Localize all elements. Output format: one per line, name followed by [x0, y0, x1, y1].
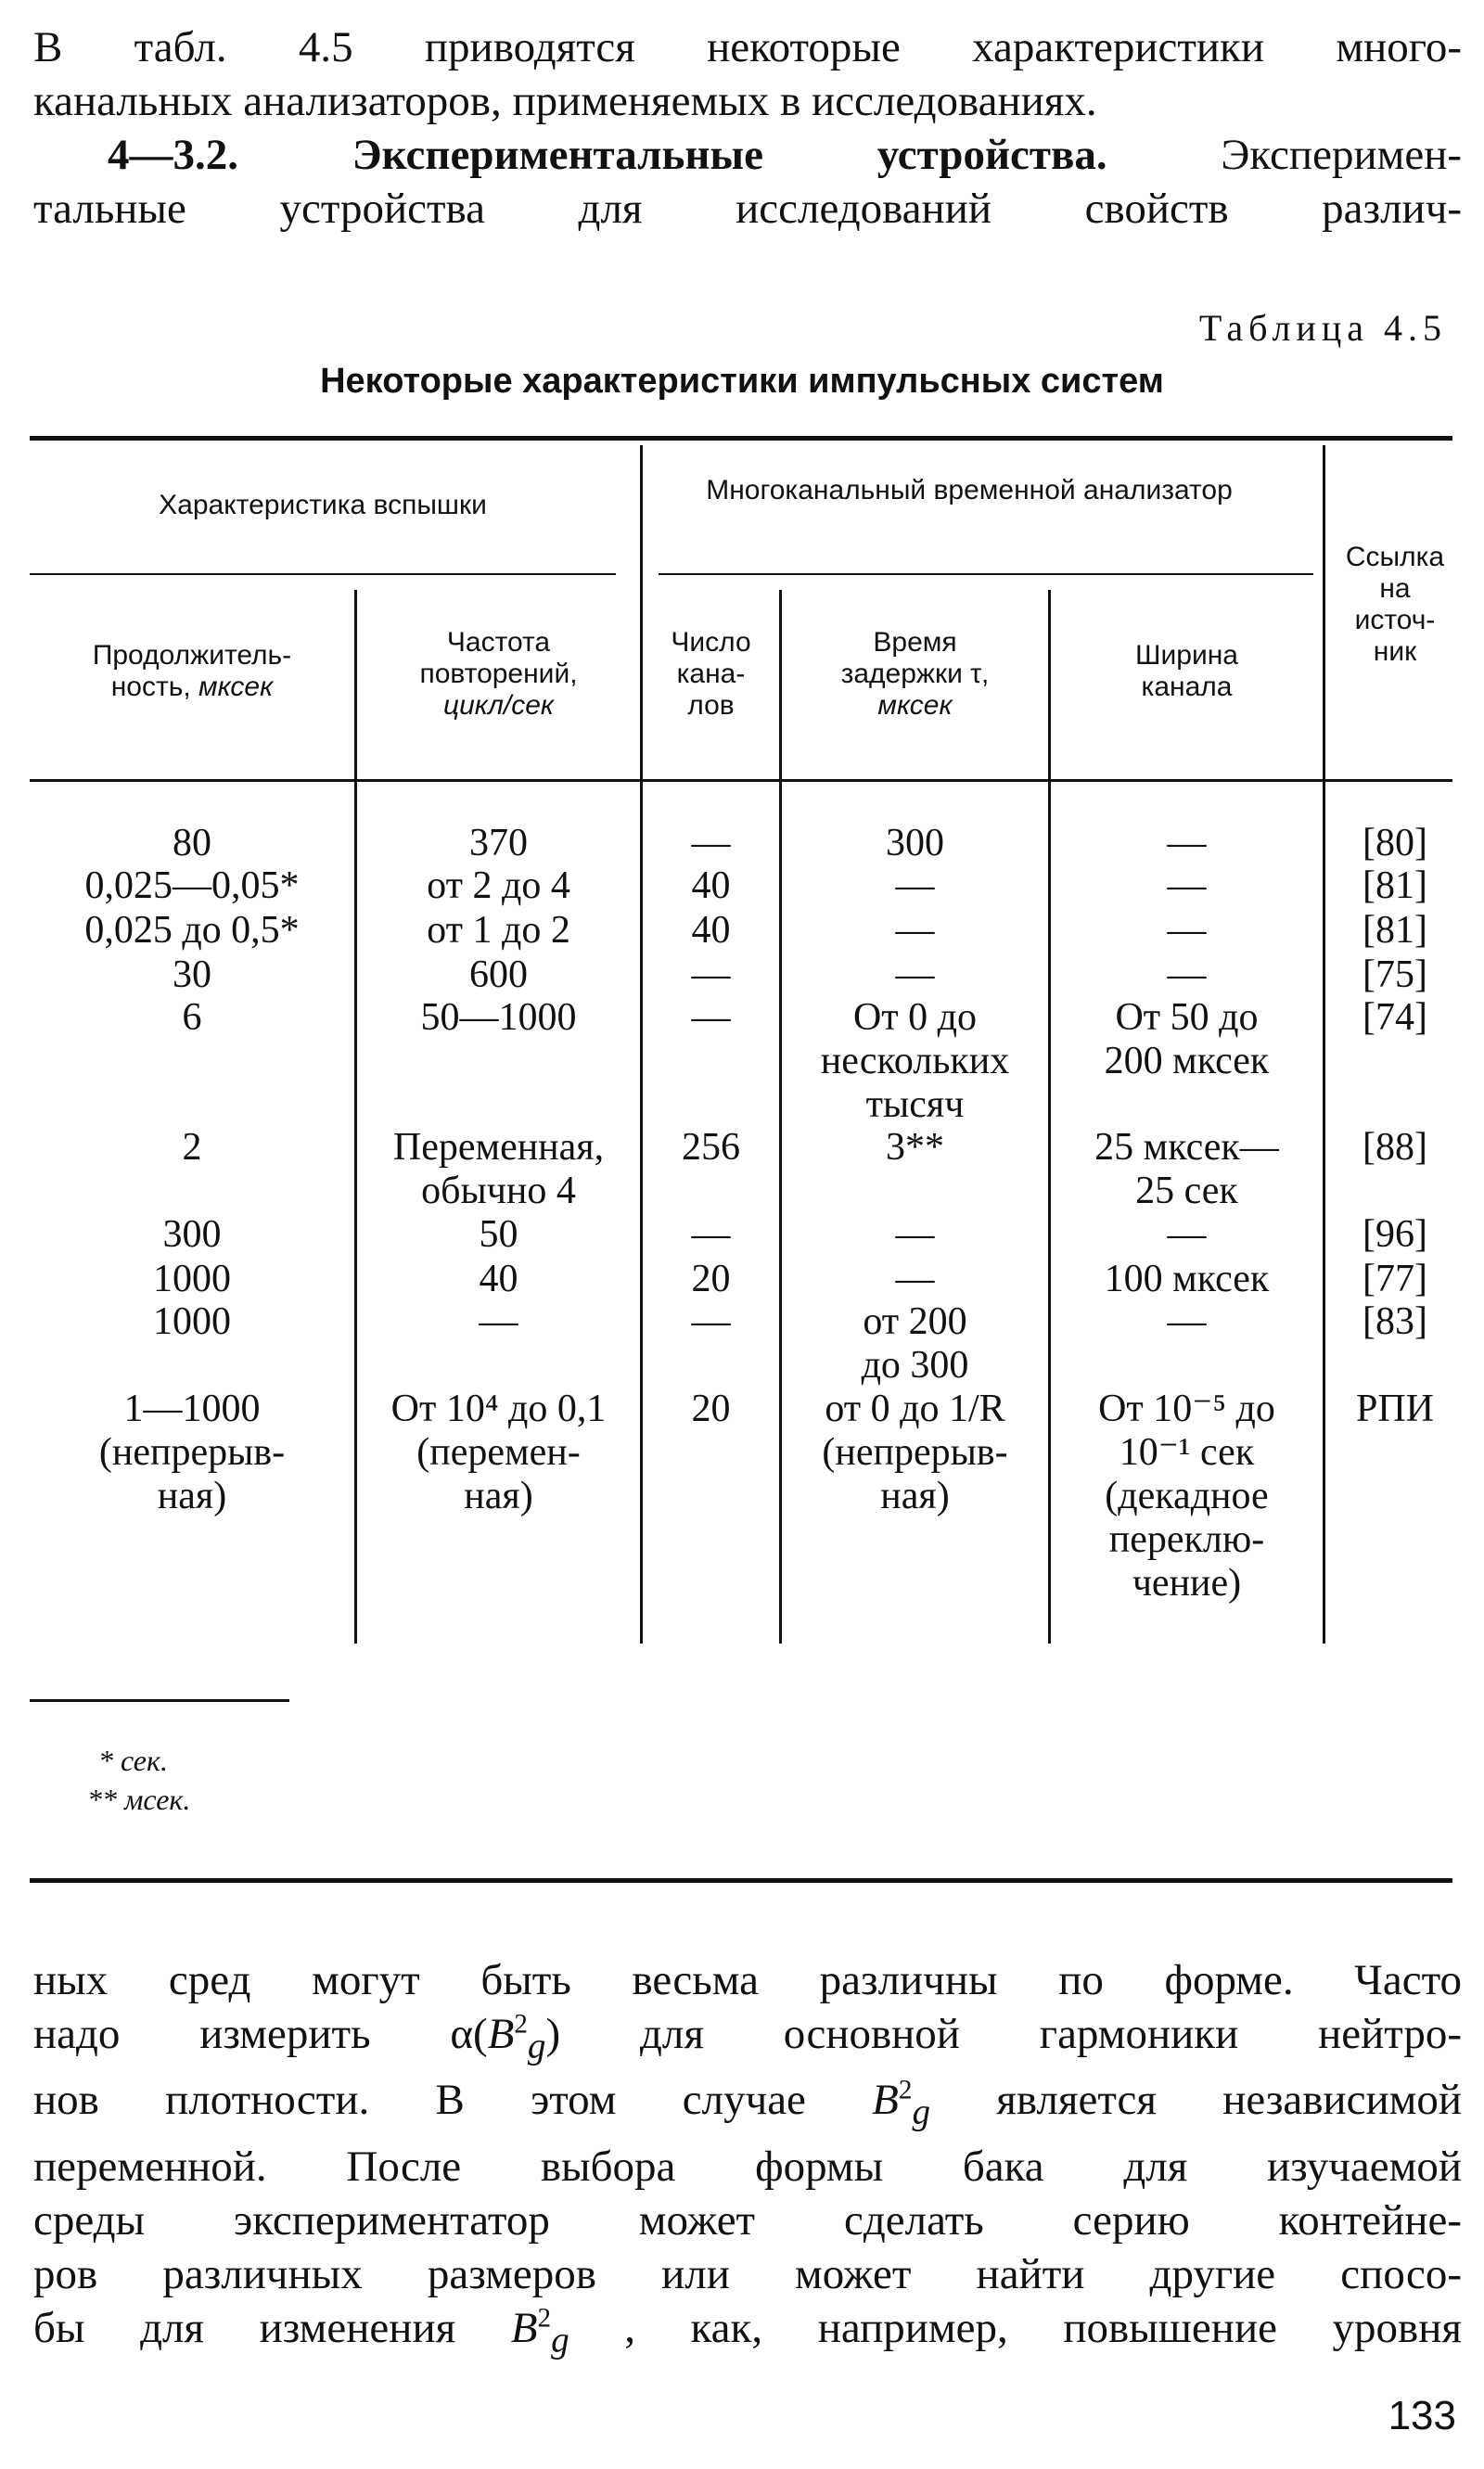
body-line-5: среды экспериментатор может сделать серию контейне-	[33, 2195, 1462, 2245]
cell-delay-row-8: —	[895, 1258, 935, 1300]
intro-paragraph	[33, 20, 1462, 236]
cell-frequency-row-8: 40	[479, 1258, 518, 1300]
cell-channels-row-7: —	[691, 1213, 731, 1256]
cell-frequency-row-2: от 2 до 4	[427, 864, 570, 907]
cell-ref-row-1: [80]	[1362, 822, 1427, 864]
cell-ref-row-5: [74]	[1362, 996, 1427, 1039]
cell-width-row-3: —	[1167, 909, 1207, 952]
cell-ref-row-6: [88]	[1362, 1126, 1427, 1169]
header-width: Ширина канала	[1135, 640, 1238, 702]
cell-channels-row-4: —	[691, 953, 731, 996]
body-line-3: нов плотности. В этом случае $B^2_g$ является независимой	[33, 2075, 1462, 2132]
cell-width-row-6: 25 мксек— 25 сек	[1094, 1126, 1279, 1212]
cell-frequency-row-3: от 1 до 2	[427, 909, 570, 952]
cell-width-row-10: От 10⁻⁵ до 10⁻¹ сек (декадное переклю- чение)	[1098, 1388, 1275, 1605]
table-header-rule	[30, 779, 1452, 782]
cell-ref-row-9: [83]	[1362, 1300, 1427, 1343]
analyzer-group-rule	[659, 573, 1313, 575]
section-heading: 4—3.2. Экспериментальные устройства.	[108, 131, 1107, 179]
cell-width-row-1: —	[1167, 822, 1207, 864]
cell-channels-row-2: 40	[691, 864, 731, 907]
cell-duration-row-3: 0,025 до 0,5*	[84, 909, 300, 952]
cell-delay-row-2: —	[895, 864, 935, 907]
intro-line-4: тальные устройства для исследований свойств различ-	[33, 185, 1462, 233]
cell-delay-row-9: от 200 до 300	[861, 1300, 969, 1387]
footnote-2: ** мсек.	[87, 1783, 191, 1816]
table-bottom-rule	[30, 1878, 1452, 1883]
cell-delay-row-10: от 0 до 1/R (непрерыв- ная)	[822, 1388, 1008, 1517]
cell-channels-row-9: —	[691, 1300, 731, 1343]
cell-ref-row-7: [96]	[1362, 1213, 1427, 1256]
header-frequency: Частота повторений, цикл/сек	[419, 627, 578, 721]
table-top-rule	[30, 436, 1452, 441]
intro-line-2: канальных анализаторов, применяемых в исследованиях.	[33, 77, 1097, 125]
cell-duration-row-1: 80	[173, 822, 211, 864]
body-line-6: ров различных размеров или может найти другие спосо-	[33, 2249, 1462, 2298]
cell-width-row-2: —	[1167, 864, 1207, 907]
cell-frequency-row-10: От 10⁴ до 0,1 (перемен- ная)	[390, 1388, 607, 1517]
cell-frequency-row-5: 50—1000	[420, 996, 577, 1039]
cell-channels-row-1: —	[691, 822, 731, 864]
cell-duration-row-7: 300	[162, 1213, 222, 1256]
cell-width-row-4: —	[1167, 953, 1207, 996]
section-heading-rest: Эксперимен-	[1107, 131, 1462, 179]
cell-delay-row-1: 300	[886, 822, 944, 864]
cell-channels-row-8: 20	[691, 1258, 731, 1300]
cell-delay-row-3: —	[895, 909, 935, 952]
cell-duration-row-6: 2	[182, 1126, 202, 1169]
cell-frequency-row-6: Переменная, обычно 4	[392, 1126, 605, 1212]
cell-frequency-row-9: —	[479, 1300, 518, 1343]
cell-frequency-row-4: 600	[469, 953, 528, 996]
header-duration: Продолжитель- ность, мксек	[92, 640, 292, 702]
cell-frequency-row-7: 50	[479, 1213, 518, 1256]
cell-channels-row-5: —	[691, 996, 731, 1039]
vline-after-frequency	[640, 445, 643, 1644]
cell-channels-row-6: 256	[682, 1126, 740, 1169]
cell-delay-row-5: От 0 до нескольких тысяч	[820, 996, 1010, 1126]
cell-ref-row-4: [75]	[1362, 953, 1427, 996]
table-number: Таблица 4.5	[1198, 307, 1447, 349]
cell-width-row-8: 100 мксек	[1104, 1258, 1270, 1300]
cell-duration-row-10: 1—1000 (непрерыв- ная)	[98, 1388, 286, 1517]
body-line-7: бы для изменения $B^2_g$ , как, например, повышение уровня	[33, 2303, 1462, 2360]
cell-ref-row-10: РПИ	[1355, 1388, 1435, 1430]
body-line-1: ных сред могут быть весьма различны по форме. Часто	[33, 1956, 1462, 2004]
cell-duration-row-4: 30	[173, 953, 211, 996]
cell-width-row-7: —	[1167, 1213, 1207, 1256]
cell-width-row-9: —	[1167, 1300, 1207, 1343]
header-analyzer-group: Многоканальный временной анализатор	[706, 475, 1233, 505]
cell-ref-row-3: [81]	[1362, 909, 1427, 952]
page-number: 133	[1388, 2393, 1456, 2438]
cell-channels-row-3: 40	[691, 909, 731, 952]
table-title: Некоторые характеристики импульсных систем	[320, 362, 1164, 401]
cell-channels-row-10: 20	[691, 1388, 731, 1430]
cell-duration-row-5: 6	[182, 996, 202, 1039]
cell-delay-row-7: —	[895, 1213, 935, 1256]
cell-width-row-5: От 50 до 200 мксек	[1104, 996, 1270, 1082]
body-paragraph	[33, 1953, 1462, 2367]
cell-delay-row-4: —	[895, 953, 935, 996]
header-delay: Время задержки τ, мксек	[840, 627, 990, 721]
intro-line-1: В табл. 4.5 приводятся некоторые характеристики много-	[33, 23, 1462, 71]
intro-line-3	[33, 128, 1462, 182]
cell-ref-row-8: [77]	[1362, 1258, 1427, 1300]
cell-duration-row-2: 0,025—0,05*	[84, 864, 300, 907]
cell-duration-row-8: 1000	[153, 1258, 231, 1300]
header-ref: Ссылка на источ- ник	[1345, 542, 1445, 667]
footnote-1: * сек.	[98, 1744, 168, 1777]
cell-delay-row-6: 3**	[886, 1126, 944, 1169]
body-line-4: переменной. После выбора формы бака для изучаемой	[33, 2142, 1462, 2191]
header-channels: Число кана- лов	[671, 627, 751, 721]
cell-duration-row-9: 1000	[153, 1300, 231, 1343]
body-line-2: надо измерить $\alpha(B^2_g)$ для основной гармоники нейтро-	[33, 2009, 1462, 2066]
cell-frequency-row-1: 370	[469, 822, 528, 864]
footnote-rule	[30, 1699, 289, 1702]
cell-ref-row-2: [81]	[1362, 864, 1427, 907]
flash-group-rule	[30, 573, 616, 575]
header-flash-group: Характеристика вспышки	[159, 490, 487, 520]
